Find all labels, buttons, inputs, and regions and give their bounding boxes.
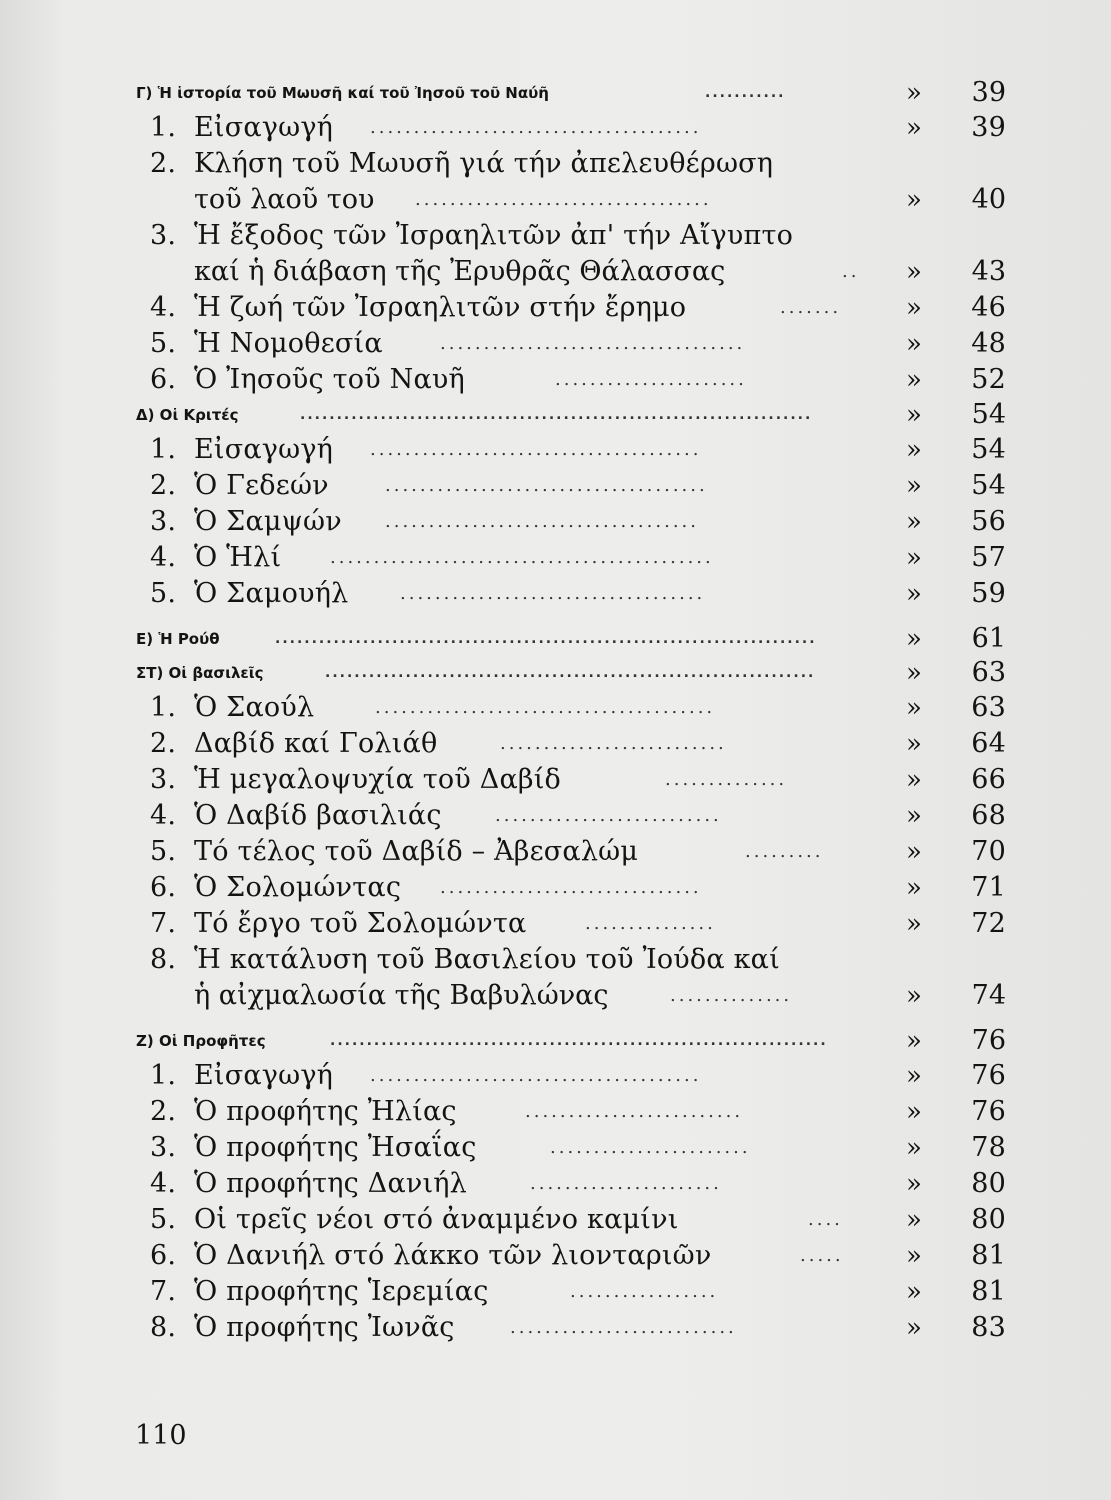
- dot-leader: .......................................: [375, 697, 716, 718]
- toc-entry-number: 6.: [150, 364, 177, 395]
- toc-entry-title: Ὁ Σαούλ: [194, 692, 315, 723]
- guillemet-mark: »: [906, 1313, 923, 1343]
- dot-leader: ...................................: [440, 333, 746, 354]
- toc-entry: [136, 1274, 1016, 1310]
- dot-leader: ....................................................................: [330, 1033, 828, 1049]
- toc-entry-title: Ὁ Ἰησοῦς τοῦ Ναυῆ: [194, 364, 465, 395]
- toc-entry-title: Τό ἔργο τοῦ Σολομώντα: [194, 908, 527, 939]
- toc-entry-title: Ὁ Ἡλί: [194, 542, 282, 573]
- guillemet-mark: »: [906, 185, 922, 215]
- guillemet-mark: »: [906, 801, 923, 831]
- toc-entry-number: 5.: [150, 836, 177, 867]
- dot-leader: ..............................: [440, 877, 702, 898]
- guillemet-mark: »: [906, 1133, 923, 1163]
- toc-page-number: 68: [971, 800, 1006, 831]
- toc-section-heading: [136, 1024, 1016, 1058]
- guillemet-mark: »: [906, 981, 922, 1011]
- dot-leader: ..............: [670, 985, 793, 1006]
- dot-leader: ...........: [705, 85, 786, 101]
- guillemet-mark: »: [906, 471, 923, 501]
- toc-entry-number: 5.: [150, 1204, 177, 1235]
- dot-leader: ......................................................................: [300, 407, 813, 423]
- dot-leader: .................: [570, 1281, 719, 1302]
- toc-entry-number: 5.: [150, 578, 177, 609]
- toc-entry-title: Ὁ Δανιήλ στό λάκκο τῶν λιονταριῶν: [194, 1240, 712, 1271]
- guillemet-mark: »: [906, 693, 923, 723]
- dot-leader: .......: [780, 297, 842, 318]
- guillemet-mark: »: [906, 113, 923, 143]
- toc-entry-number: 1.: [150, 692, 177, 723]
- toc-page-number: 63: [971, 692, 1006, 723]
- toc-entry-title: Ἡ Νομοθεσία: [194, 328, 383, 359]
- toc-entry: [136, 978, 1016, 1014]
- dot-leader: .....: [800, 1245, 844, 1266]
- toc-entry: [136, 146, 1016, 182]
- guillemet-mark: »: [906, 78, 922, 108]
- toc-page-number: 76: [971, 1096, 1006, 1127]
- page-folio-number: 110: [135, 1420, 187, 1451]
- guillemet-mark: »: [906, 435, 923, 465]
- dot-leader: ..........................: [510, 1317, 737, 1338]
- toc-entry: [136, 254, 1016, 290]
- dot-leader: ..............: [665, 769, 788, 790]
- toc-entry-title: Ὁ Δαβίδ βασιλιάς: [194, 800, 442, 831]
- dot-leader: ....................................: [385, 511, 699, 532]
- toc-entry-title: Οἱ τρεῖς νέοι στό ἀναμμένο καμίνι: [194, 1204, 679, 1235]
- toc-entry-title: Ὁ προφήτης Ἠσαΐας: [194, 1132, 477, 1163]
- toc-section-heading: [136, 76, 1016, 110]
- toc-page-number: 80: [971, 1204, 1006, 1235]
- toc-entry: [136, 1130, 1016, 1166]
- toc-entry-number: 3.: [150, 506, 177, 537]
- toc-entry-number: 3.: [150, 764, 177, 795]
- toc-entry-number: 4.: [150, 800, 177, 831]
- toc-page-number: 54: [971, 434, 1006, 465]
- toc-entry: [136, 906, 1016, 942]
- toc-page-number: 71: [971, 872, 1006, 903]
- guillemet-mark: »: [906, 293, 923, 323]
- toc-page-number: 81: [971, 1240, 1006, 1271]
- toc-entry-title: Ὁ Γεδεών: [194, 470, 329, 501]
- toc-entry-number: 7.: [150, 1276, 177, 1307]
- toc-entry-title: καί ἡ διάβαση τῆς Ἐρυθρᾶς Θάλασσας: [194, 256, 726, 287]
- dot-leader: ..........................: [500, 733, 727, 754]
- toc-entry: [136, 690, 1016, 726]
- guillemet-mark: »: [906, 1169, 923, 1199]
- dot-leader: ......................................: [370, 117, 702, 138]
- guillemet-mark: »: [906, 400, 922, 430]
- toc-entry-title: Τό τέλος τοῦ Δαβίδ – Ἀβεσαλώμ: [194, 836, 639, 867]
- toc-entry: [136, 1310, 1016, 1346]
- dot-leader: ......................................: [370, 1065, 702, 1086]
- guillemet-mark: »: [906, 624, 922, 654]
- toc-page-number: 39: [971, 112, 1006, 143]
- toc-page-number: 80: [971, 1168, 1006, 1199]
- toc-entry-number: 8.: [150, 1312, 177, 1343]
- toc-page-number: 59: [971, 578, 1006, 609]
- toc-entry-number: 1.: [150, 434, 177, 465]
- dot-leader: ......................................: [370, 439, 702, 460]
- toc-entry-title: Ἡ κατάλυση τοῦ Βασιλείου τοῦ Ἰούδα καί: [194, 944, 780, 975]
- toc-entry: [136, 182, 1016, 218]
- toc-entry-number: 3.: [150, 1132, 177, 1163]
- guillemet-mark: »: [906, 658, 922, 688]
- dot-leader: ..................................: [415, 189, 712, 210]
- toc-entry-title: Ἡ μεγαλοψυχία τοῦ Δαβίδ: [194, 764, 561, 795]
- toc-entry-number: 1.: [150, 112, 177, 143]
- toc-entry-number: 3.: [150, 220, 177, 251]
- toc-entry: [136, 1202, 1016, 1238]
- toc-entry-title: Εἰσαγωγή: [194, 112, 334, 143]
- toc-entry-number: 5.: [150, 328, 177, 359]
- toc-entry: [136, 870, 1016, 906]
- toc-page-number: 48: [971, 328, 1006, 359]
- toc-entry-title: Ὁ Σαμψών: [194, 506, 342, 537]
- toc-entry: [136, 504, 1016, 540]
- toc-entry-title: Ὁ προφήτης Ἱερεμίας: [194, 1276, 489, 1307]
- toc-entry-title: Ὁ προφήτης Δανιήλ: [194, 1168, 467, 1199]
- dot-leader: ...............: [585, 913, 716, 934]
- toc-entry: [136, 834, 1016, 870]
- toc-entry-title: Εἰσαγωγή: [194, 434, 334, 465]
- toc-section-heading: [136, 622, 1016, 656]
- toc-page-number: 63: [971, 657, 1006, 688]
- dot-leader: ..........................: [495, 805, 722, 826]
- toc-entry: [136, 110, 1016, 146]
- dot-leader: .........: [745, 841, 824, 862]
- toc-page-number: 83: [971, 1312, 1006, 1343]
- section-title: Δ) Οἱ Κριτές: [136, 406, 239, 424]
- toc-entry: [136, 218, 1016, 254]
- toc-page-number: 81: [971, 1276, 1006, 1307]
- toc-entry-number: 8.: [150, 944, 177, 975]
- section-title: ΣΤ) Οἱ βασιλεῖς: [136, 664, 264, 682]
- toc-entry-number: 2.: [150, 148, 177, 179]
- guillemet-mark: »: [906, 1026, 922, 1056]
- guillemet-mark: »: [906, 579, 923, 609]
- dot-leader: ....: [808, 1209, 843, 1230]
- dot-leader: .....................................: [385, 475, 708, 496]
- toc-entry: [136, 1166, 1016, 1202]
- toc-page-number: 78: [971, 1132, 1006, 1163]
- dot-leader: ...................................: [400, 583, 706, 604]
- toc-entry: [136, 1058, 1016, 1094]
- toc-page-number: 43: [971, 256, 1006, 287]
- toc-entry: [136, 540, 1016, 576]
- toc-entry-title: Δαβίδ καί Γολιάθ: [194, 728, 438, 759]
- toc-page-number: 57: [971, 542, 1006, 573]
- toc-entry: [136, 576, 1016, 612]
- toc-page-number: 76: [971, 1025, 1006, 1056]
- toc-entry-number: 4.: [150, 542, 177, 573]
- toc-entry-title: Ὁ Σαμουήλ: [194, 578, 349, 609]
- toc-entry-number: 2.: [150, 1096, 177, 1127]
- toc-page-number: 52: [971, 364, 1006, 395]
- guillemet-mark: »: [906, 1277, 923, 1307]
- toc-page-number: 72: [971, 908, 1006, 939]
- toc-entry-title: Εἰσαγωγή: [194, 1060, 334, 1091]
- dot-leader: ............................................: [330, 547, 714, 568]
- toc-entry: [136, 326, 1016, 362]
- toc-entry-number: 4.: [150, 1168, 177, 1199]
- toc-page-number: 66: [971, 764, 1006, 795]
- toc-entry-number: 6.: [150, 872, 177, 903]
- dot-leader: ..: [842, 261, 860, 282]
- guillemet-mark: »: [906, 873, 923, 903]
- toc-entry: [136, 762, 1016, 798]
- dot-leader: ......................: [530, 1173, 722, 1194]
- toc-entry: [136, 290, 1016, 326]
- toc-entry-number: 6.: [150, 1240, 177, 1271]
- toc-entry: [136, 1238, 1016, 1274]
- table-of-contents: [136, 76, 1016, 1346]
- toc-page-number: 54: [971, 399, 1006, 430]
- toc-entry-number: 4.: [150, 292, 177, 323]
- guillemet-mark: »: [906, 1205, 923, 1235]
- toc-entry: [136, 942, 1016, 978]
- toc-entry: [136, 726, 1016, 762]
- guillemet-mark: »: [906, 765, 923, 795]
- guillemet-mark: »: [906, 1061, 923, 1091]
- dot-leader: ......................: [555, 369, 747, 390]
- toc-page-number: 64: [971, 728, 1006, 759]
- toc-entry-number: 7.: [150, 908, 177, 939]
- toc-entry-number: 1.: [150, 1060, 177, 1091]
- guillemet-mark: »: [906, 1241, 923, 1271]
- toc-page-number: 76: [971, 1060, 1006, 1091]
- toc-entry-title: τοῦ λαοῦ του: [194, 184, 375, 215]
- section-title: Ε) Ἡ Ρούθ: [136, 630, 220, 648]
- dot-leader: .......................: [550, 1137, 751, 1158]
- toc-page-number: 74: [971, 980, 1006, 1011]
- guillemet-mark: »: [906, 507, 923, 537]
- toc-entry-number: 2.: [150, 728, 177, 759]
- toc-section-heading: [136, 398, 1016, 432]
- toc-entry-title: Ὁ Σολομώντας: [194, 872, 402, 903]
- toc-page-number: 40: [971, 184, 1006, 215]
- toc-entry-title: Ἡ ἔξοδος τῶν Ἰσραηλιτῶν ἀπ' τήν Αἴγυπτο: [194, 220, 794, 251]
- toc-page-number: 46: [971, 292, 1006, 323]
- guillemet-mark: »: [906, 329, 923, 359]
- toc-page-number: 61: [971, 623, 1006, 654]
- toc-entry: [136, 432, 1016, 468]
- toc-page-number: 56: [971, 506, 1006, 537]
- guillemet-mark: »: [906, 909, 923, 939]
- toc-entry-number: 2.: [150, 470, 177, 501]
- guillemet-mark: »: [906, 837, 923, 867]
- section-title: Γ) Ἡ ἱστορία τοῦ Μωυσῆ καί τοῦ Ἰησοῦ τοῦ Ναύῆ: [136, 84, 549, 102]
- guillemet-mark: »: [906, 729, 923, 759]
- guillemet-mark: »: [906, 365, 923, 395]
- toc-entry-title: Ὁ προφήτης Ἠλίας: [194, 1096, 457, 1127]
- guillemet-mark: »: [906, 543, 923, 573]
- toc-page-number: 70: [971, 836, 1006, 867]
- guillemet-mark: »: [906, 1097, 923, 1127]
- toc-entry: [136, 362, 1016, 398]
- dot-leader: ...................................................................: [325, 665, 816, 681]
- dot-leader: ..........................................................................: [275, 631, 817, 647]
- toc-page-number: 39: [971, 77, 1006, 108]
- dot-leader: .........................: [525, 1101, 744, 1122]
- toc-section-heading: [136, 656, 1016, 690]
- section-title: Ζ) Οἱ Προφῆτες: [136, 1032, 266, 1050]
- toc-page-number: 54: [971, 470, 1006, 501]
- toc-entry-title: Ὁ προφήτης Ἰωνᾶς: [194, 1312, 455, 1343]
- guillemet-mark: »: [906, 257, 922, 287]
- toc-entry: [136, 1094, 1016, 1130]
- toc-entry-title: Κλήση τοῦ Μωυσῆ γιά τήν ἀπελευθέρωση: [194, 148, 774, 179]
- toc-entry-title: ἡ αἰχμαλωσία τῆς Βαβυλώνας: [194, 980, 609, 1011]
- toc-entry-title: Ἡ ζωή τῶν Ἰσραηλιτῶν στήν ἔρημο: [194, 292, 687, 323]
- toc-entry: [136, 468, 1016, 504]
- toc-entry: [136, 798, 1016, 834]
